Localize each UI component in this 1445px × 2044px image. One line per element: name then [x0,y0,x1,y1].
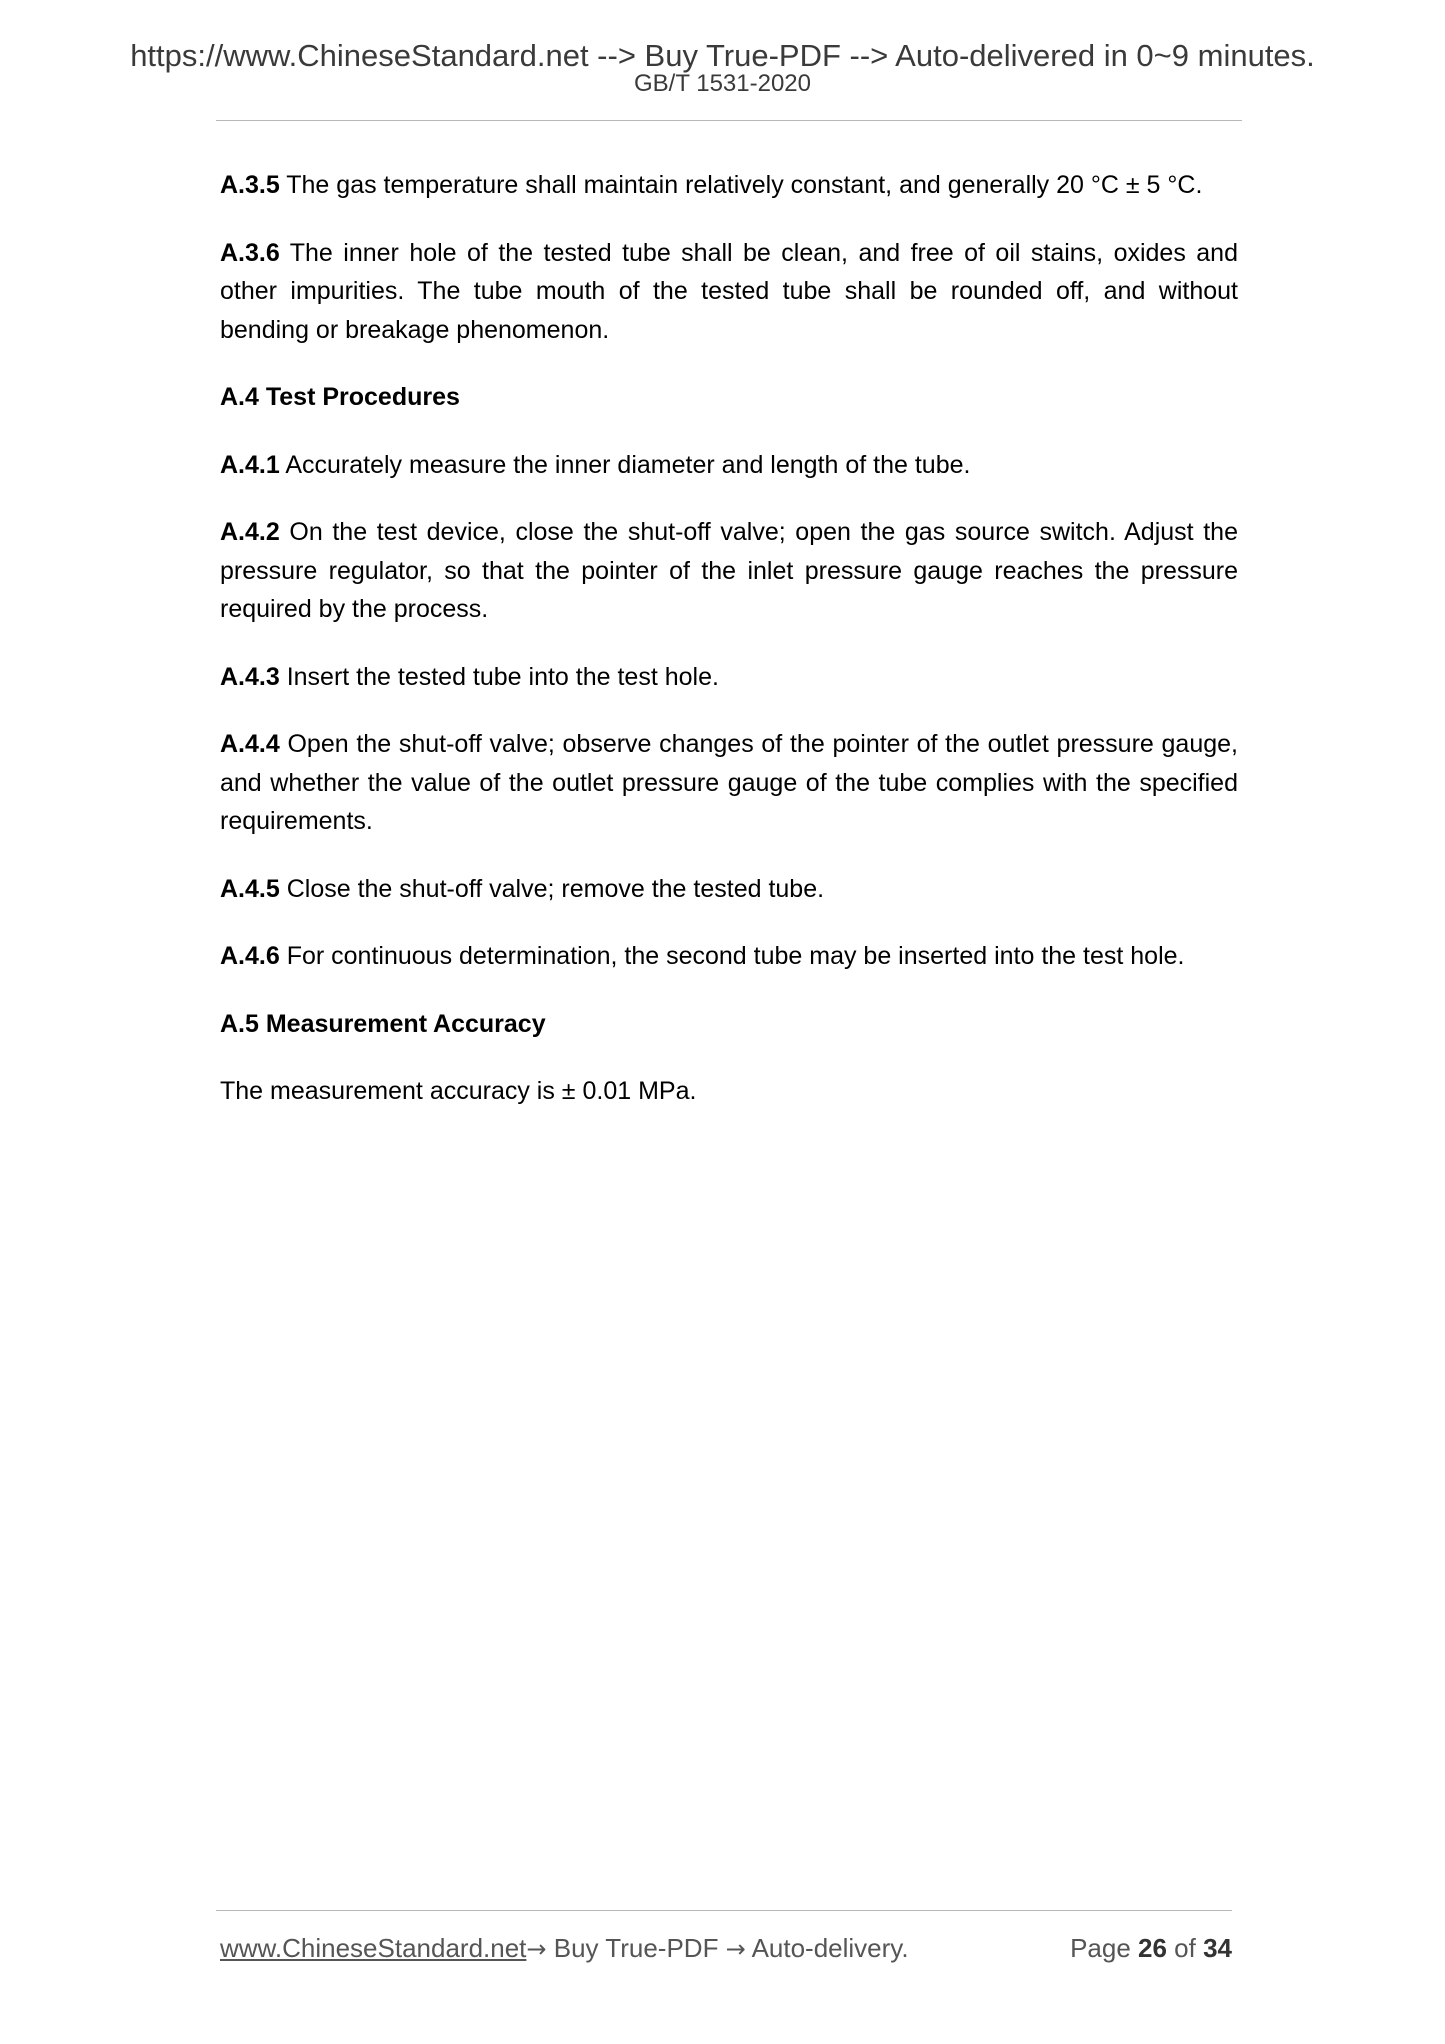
clause-number: A.3.6 [220,238,280,267]
page-footer [220,1930,1232,1966]
clause-number: A.4.6 [220,942,280,970]
delivery-label: Auto-delivery. [745,1933,909,1963]
clause-text: Close the shut-off valve; remove the tested tube. [279,874,825,903]
clause-text: Accurately measure the inner diameter and length of the tube. [279,450,971,479]
clause-a42 [220,513,1238,629]
footer-promo [220,1930,909,1967]
clause-a43 [220,658,1238,697]
clause-text: The inner hole of the tested tube shall be clean, and free of oil stains, oxides and other impurities. The tube mouth of the tested tube shall be rounded off, and without bending or breakage phenomenon. [220,238,1238,344]
clause-a45 [220,870,1238,909]
clause-number: A.3.5 [220,171,280,199]
arrow-right-icon: → [526,1935,547,1963]
footer-divider [216,1910,1232,1911]
clause-text: For continuous determination, the second tube may be inserted into the test hole. [279,942,1185,970]
page-indicator [1070,1930,1232,1966]
clause-a44 [220,725,1238,841]
site-link[interactable]: www.ChineseStandard.net [220,1933,527,1963]
total-pages: 34 [1203,1933,1232,1963]
page-label: Page [1070,1933,1139,1963]
clause-text: The gas temperature shall maintain relatively constant, and generally 20 °C ± 5 °C. [279,171,1203,199]
clause-text: On the test device, close the shut-off valve; open the gas source switch. Adjust the pressure regulator, so that the pointer of the inlet pressure gauge reaches the pressure required by the process. [220,518,1238,623]
clause-number: A.4.4 [220,730,280,758]
clause-number: A.4.1 [220,450,280,479]
clause-a36 [220,234,1238,350]
clause-text: Open the shut-off valve; observe changes of the pointer of the outlet pressure gauge, and whether the value of the outlet pressure gauge of the tube complies with the specified requirements. [220,730,1238,835]
header-divider [216,120,1242,121]
arrow-right-icon: → [725,1935,746,1963]
clause-a46 [220,937,1238,976]
clause-a35 [220,166,1238,205]
clause-a41 [220,446,1238,485]
of-label: of [1166,1933,1204,1963]
page-content [220,166,1238,1140]
standard-code: GB/T 1531-2020 [633,70,811,97]
buy-label: Buy True-PDF [546,1933,726,1963]
clause-number: A.4.5 [220,874,280,903]
promo-banner: https://www.ChineseStandard.net --> Buy True-PDF --> Auto-delivered in 0~9 minutes. [130,38,1315,73]
page-number: 26 [1138,1933,1167,1963]
section-heading-a4: A.4 Test Procedures [220,383,460,411]
accuracy-statement: The measurement accuracy is ± 0.01 MPa. [220,1077,697,1105]
clause-number: A.4.2 [220,518,280,546]
clause-text: Insert the tested tube into the test hole. [279,662,719,691]
section-heading-a5: A.5 Measurement Accuracy [220,1009,546,1038]
clause-number: A.4.3 [220,662,280,691]
